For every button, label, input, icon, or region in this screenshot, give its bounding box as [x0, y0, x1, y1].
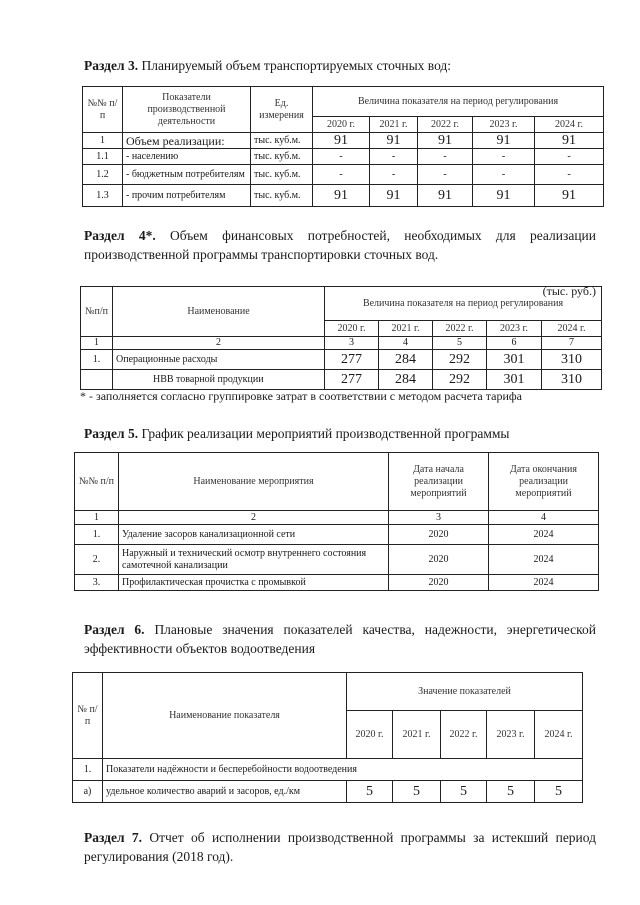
section-3-heading	[84, 56, 596, 75]
row-num: 1.1	[83, 149, 123, 165]
year-header: 2020 г.	[313, 117, 370, 133]
section-6-heading	[84, 620, 596, 658]
row-num: 1.3	[83, 185, 123, 207]
index-cell: 3	[325, 337, 379, 350]
table-row	[83, 185, 604, 207]
index-cell: 7	[542, 337, 602, 350]
row-num: 1.	[81, 350, 113, 370]
table-row	[75, 575, 599, 591]
units-label: (тыс. руб.)	[542, 284, 596, 298]
row-value: 292	[433, 370, 487, 390]
row-value: 310	[542, 350, 602, 370]
index-cell: 4	[489, 511, 599, 525]
row-value: 5	[441, 781, 487, 803]
row-name: Объем реализации:	[123, 133, 251, 149]
section-6-label: Раздел 6.	[84, 622, 145, 637]
row-unit: тыс. куб.м.	[251, 165, 313, 185]
row-name: - прочим потребителям	[123, 185, 251, 207]
col-header-unit: Ед. измерения	[251, 87, 313, 133]
index-cell: 2	[113, 337, 325, 350]
row-value: -	[370, 149, 418, 165]
row-num: 3.	[75, 575, 119, 591]
group-name: Показатели надёжности и бесперебойности водоотведения	[103, 759, 583, 781]
row-value: 91	[418, 133, 473, 149]
row-value: 91	[370, 133, 418, 149]
section-5-heading	[84, 424, 596, 443]
table-transport-volume	[82, 86, 604, 207]
table-row	[73, 781, 583, 803]
index-row	[81, 337, 602, 350]
row-num	[81, 370, 113, 390]
row-start: 2020	[389, 545, 489, 575]
row-name: - бюджетным потребителям	[123, 165, 251, 185]
col-header-num: № п/п	[73, 673, 103, 759]
col-header-end: Дата окончания реализации мероприятий	[489, 453, 599, 511]
index-cell: 1	[81, 337, 113, 350]
table-quality-indicators	[72, 672, 583, 803]
year-header: 2022 г.	[441, 711, 487, 759]
row-num: 1	[83, 133, 123, 149]
year-header: 2024 г.	[542, 321, 602, 337]
year-header: 2023 г.	[487, 711, 535, 759]
row-value: 5	[535, 781, 583, 803]
year-header: 2024 г.	[535, 117, 604, 133]
row-value: -	[535, 149, 604, 165]
row-name: Профилактическая прочистка с промывкой	[119, 575, 389, 591]
section-5-label: Раздел 5.	[84, 426, 139, 441]
table-row	[75, 525, 599, 545]
footnote: * - заполняется согласно группировке затрат в соответствии с методом расчета тарифа	[80, 389, 522, 403]
section-4-label: Раздел 4*.	[84, 228, 156, 243]
table-row	[81, 370, 602, 390]
col-header-name: Наименование показателя	[103, 673, 347, 759]
col-header-value: Значение показателей	[347, 673, 583, 711]
col-header-name: Наименование мероприятия	[119, 453, 389, 511]
section-6-title: Плановые значения показателей качества, надежности, энергетической эффективности объектов водоотведения	[84, 622, 597, 656]
row-end: 2024	[489, 575, 599, 591]
year-header: 2021 г.	[393, 711, 441, 759]
table-row	[81, 350, 602, 370]
row-value: -	[535, 165, 604, 185]
index-cell: 4	[379, 337, 433, 350]
section-4-heading	[84, 226, 596, 264]
section-7-heading	[84, 828, 596, 866]
row-num: 1.	[73, 759, 103, 781]
row-name: Операционные расходы	[113, 350, 325, 370]
row-value: 277	[325, 350, 379, 370]
row-value: -	[313, 149, 370, 165]
row-num: 1.	[75, 525, 119, 545]
row-end: 2024	[489, 545, 599, 575]
row-value: -	[473, 165, 535, 185]
section-7-label: Раздел 7.	[84, 830, 143, 845]
row-value: 91	[370, 185, 418, 207]
col-header-name: Наименование	[113, 287, 325, 337]
row-value: 301	[487, 350, 542, 370]
row-name: удельное количество аварий и засоров, ед./км	[103, 781, 347, 803]
table-row	[75, 545, 599, 575]
row-value: 284	[379, 350, 433, 370]
row-num: 1.2	[83, 165, 123, 185]
year-header: 2024 г.	[535, 711, 583, 759]
row-value: 277	[325, 370, 379, 390]
year-header: 2021 г.	[370, 117, 418, 133]
row-value: 91	[313, 185, 370, 207]
row-name: НВВ товарной продукции	[113, 370, 325, 390]
col-header-num: №п/п	[81, 287, 113, 337]
col-header-num: №№ п/п	[75, 453, 119, 511]
table-row	[83, 133, 604, 149]
row-value: 5	[487, 781, 535, 803]
row-name: - населению	[123, 149, 251, 165]
row-value: 91	[535, 133, 604, 149]
year-header: 2022 г.	[418, 117, 473, 133]
row-unit: тыс. куб.м.	[251, 185, 313, 207]
index-cell: 2	[119, 511, 389, 525]
row-value: -	[418, 165, 473, 185]
row-value: 284	[379, 370, 433, 390]
section-3-label: Раздел 3.	[84, 58, 139, 73]
row-name: Удаление засоров канализационной сети	[119, 525, 389, 545]
row-value: 91	[473, 185, 535, 207]
index-cell: 6	[487, 337, 542, 350]
index-cell: 5	[433, 337, 487, 350]
row-unit: тыс. куб.м.	[251, 149, 313, 165]
row-value: 91	[473, 133, 535, 149]
year-header: 2023 г.	[473, 117, 535, 133]
row-start: 2020	[389, 525, 489, 545]
year-header: 2021 г.	[379, 321, 433, 337]
year-header: 2022 г.	[433, 321, 487, 337]
section-4-title: Объем финансовых потребностей, необходимых для реализации производственной программы транспортировки сточных вод.	[84, 228, 596, 262]
table-group-row	[73, 759, 583, 781]
row-num: 2.	[75, 545, 119, 575]
table-row	[83, 149, 604, 165]
row-value: 91	[418, 185, 473, 207]
row-value: 91	[313, 133, 370, 149]
col-header-value: Величина показателя на период регулирования	[325, 287, 602, 321]
row-name: Наружный и технический осмотр внутреннего состояния самотечной канализации	[119, 545, 389, 575]
section-7-title: Отчет об исполнении производственной программы за истекший период регулирования (2018 год).	[84, 830, 597, 864]
year-header: 2023 г.	[487, 321, 542, 337]
table-row	[83, 165, 604, 185]
row-value: -	[313, 165, 370, 185]
index-cell: 3	[389, 511, 489, 525]
row-start: 2020	[389, 575, 489, 591]
row-value: 5	[393, 781, 441, 803]
section-3-title: Планируемый объем транспортируемых сточных вод:	[141, 58, 452, 73]
year-header: 2020 г.	[325, 321, 379, 337]
row-end: 2024	[489, 525, 599, 545]
section-5-title: График реализации мероприятий производственной программы	[141, 426, 510, 441]
year-header: 2020 г.	[347, 711, 393, 759]
row-value: -	[370, 165, 418, 185]
index-cell: 1	[75, 511, 119, 525]
row-num: а)	[73, 781, 103, 803]
row-unit: тыс. куб.м.	[251, 133, 313, 149]
row-value: 292	[433, 350, 487, 370]
row-value: 301	[487, 370, 542, 390]
col-header-start: Дата начала реализации мероприятий	[389, 453, 489, 511]
table-schedule	[74, 452, 599, 591]
row-value: -	[473, 149, 535, 165]
row-value: -	[418, 149, 473, 165]
index-row	[75, 511, 599, 525]
row-value: 91	[535, 185, 604, 207]
col-header-value: Величина показателя на период регулирования	[313, 87, 604, 117]
table-financial-needs	[80, 286, 602, 390]
row-value: 310	[542, 370, 602, 390]
col-header-num: №№ п/п	[83, 87, 123, 133]
row-value: 5	[347, 781, 393, 803]
col-header-indicator: Показатели производственной деятельности	[123, 87, 251, 133]
